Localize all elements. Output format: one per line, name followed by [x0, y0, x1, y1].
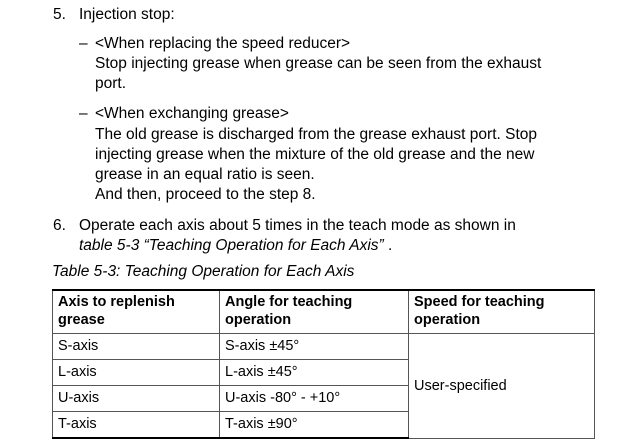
table-reference-link[interactable]: table 5-3 “Teaching Operation for Each Axis”: [79, 237, 384, 254]
teaching-operation-table: [52, 289, 595, 439]
cell-angle: S-axis ±45°: [220, 334, 409, 360]
item-2-line-4: And then, proceed to the step 8.: [95, 186, 316, 203]
step-5-number: 5.: [53, 6, 66, 23]
item-1-heading: <When replacing the speed reducer>: [95, 35, 351, 52]
step-6-number: 6.: [53, 217, 66, 234]
step-6-line-2: [79, 236, 392, 256]
table-row: [53, 334, 595, 360]
step-5-title: Injection stop:: [79, 6, 175, 23]
header-speed: Speed for teaching operation: [409, 290, 595, 334]
cell-axis: U-axis: [53, 386, 220, 412]
table-caption: Table 5-3: Teaching Operation for Each Axis: [52, 263, 355, 280]
item-1-line-2: port.: [95, 75, 127, 92]
item-2-line-1: The old grease is discharged from the grease exhaust port. Stop: [95, 126, 537, 143]
item-1-dash: –: [79, 35, 88, 52]
cell-angle: L-axis ±45°: [220, 360, 409, 386]
header-axis: Axis to replenish grease: [53, 290, 220, 334]
cell-speed: User-specified: [409, 334, 595, 439]
step-6-line-2-end: .: [383, 237, 393, 254]
cell-angle: U-axis -80° - +10°: [220, 386, 409, 412]
cell-axis: L-axis: [53, 360, 220, 386]
item-2-line-2: injecting grease when the mixture of the old grease and the new: [95, 146, 535, 163]
item-1-line-1: Stop injecting grease when grease can be seen from the exhaust: [95, 55, 542, 72]
header-angle: Angle for teaching operation: [220, 290, 409, 334]
cell-angle: T-axis ±90°: [220, 412, 409, 439]
cell-axis: T-axis: [53, 412, 220, 439]
step-6-line-1: Operate each axis about 5 times in the teach mode as shown in: [79, 217, 516, 234]
item-2-dash: –: [79, 105, 88, 122]
item-2-line-3: grease in an equal ratio is seen.: [95, 166, 315, 183]
cell-axis: S-axis: [53, 334, 220, 360]
item-2-heading: <When exchanging grease>: [95, 105, 289, 122]
